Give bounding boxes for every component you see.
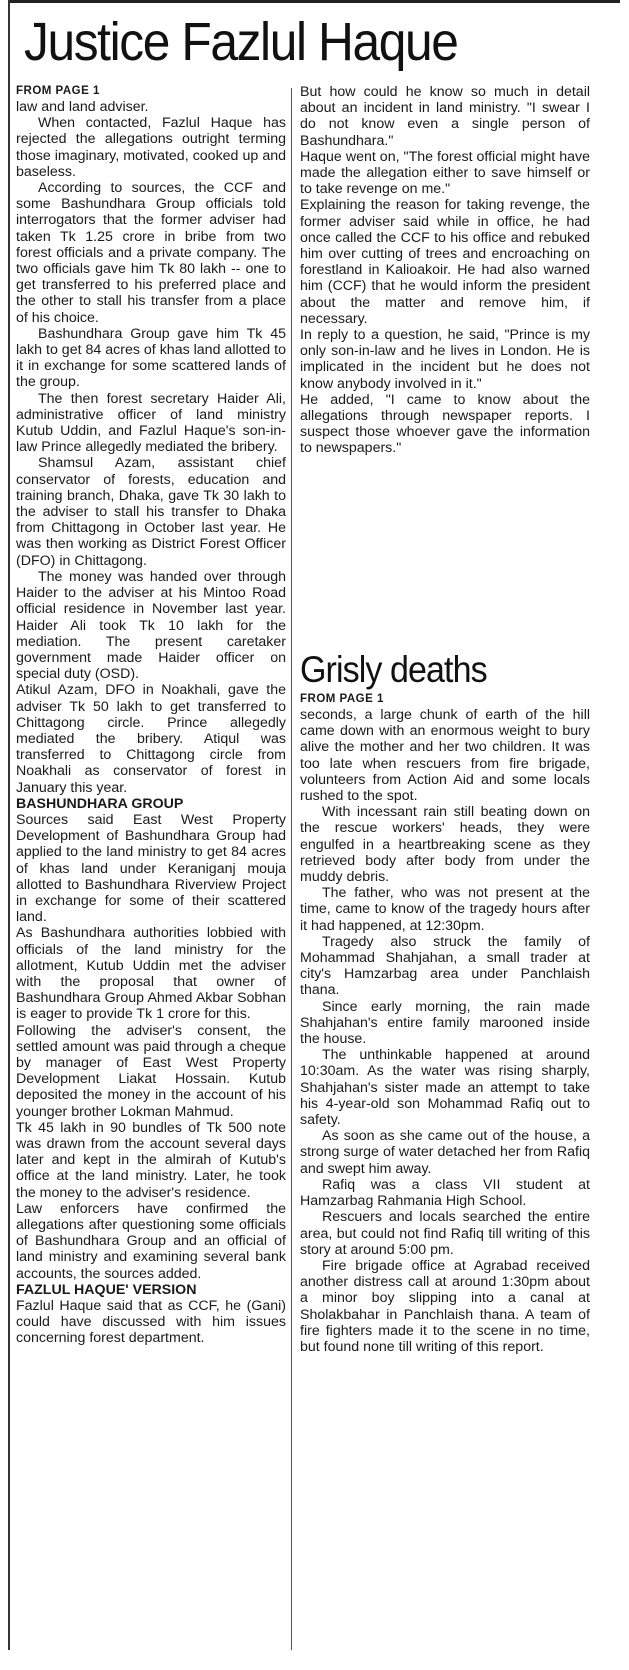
subhead: BASHUNDHARA GROUP (16, 795, 184, 812)
paragraph: But how could he know so much in detail about an incident in land ministry. "I swear I do not know even a single person of Bashundhara." (300, 84, 590, 149)
paragraph: Fire brigade office at Agrabad received another distress call at around 1:30pm about a minor boy slipping into a canal at Sholakbahar in Panchlaish thana. A team of fire fighters made it to the scene in no time, but found none till writing of this report. (300, 1257, 590, 1355)
paragraph: Bashundhara Group gave him Tk 45 lakh to get 84 acres of khas land allotted to it in exchange for some scattered lands of the group. (16, 325, 286, 391)
story1-column-right (300, 84, 590, 457)
paragraph: The unthinkable happened at around 10:30am. As the water was rising sharply, Shahjahan's sister made an attempt to take his 4-year-old son Mohammad Rafiq out to safety. (300, 1047, 590, 1129)
paragraph: seconds, a large chunk of earth of the hill came down with an enormous weight to bury alive the mother and her two children. It was too late when rescuers from fire brigade, volunteers from Action Aid and some locals rushed to the spot. (300, 707, 590, 805)
paragraph: Since early morning, the rain made Shahjahan's entire family marooned inside the house. (300, 998, 590, 1048)
paragraph: With incessant rain still beating down on the rescue workers' heads, they were engulfed in a heartbreaking scene as they retrieved body after body from under the muddy debris. (300, 804, 590, 886)
paragraph: Sources said East West Property Development of Bashundhara Group had applied to the land ministry to get 84 acres of khas land under Keraniganj mouja allotted to Bashundhara Riverview Project in exchange for some of their scattered land. (16, 811, 286, 926)
paragraph: When contacted, Fazlul Haque has rejected the allegations outright terming those imaginary, motivated, cooked up and baseless. (16, 115, 286, 180)
headline-grisly-deaths: Grisly deaths (300, 649, 487, 690)
paragraph: Shamsul Azam, assistant chief conservator of forests, education and training branch, Dhaka, gave Tk 30 lakh to the adviser to stall his transfer to Dhaka from Chittagong in October last year. He was then working as District Forest Officer (DFO) in Chittagong. (16, 455, 286, 569)
subhead: FAZLUL HAQUE' VERSION (16, 1281, 197, 1298)
paragraph: Law enforcers have confirmed the allegations after questioning some officials of Bashundhara Group and an official of land ministry and examining several bank accounts, the sources added. (16, 1200, 286, 1282)
paragraph: He added, "I came to know about the allegations through newspaper reports. I suspect those whoever gave the information to newspapers." (300, 391, 590, 457)
paragraph: Rafiq was a class VII student at Hamzarbag Rahmania High School. (300, 1176, 590, 1210)
paragraph: Rescuers and locals searched the entire area, but could not find Rafiq till writing of this story at around 5:00 pm. (300, 1209, 590, 1258)
story1-body (16, 99, 286, 1347)
story1-kicker: FROM PAGE 1 (16, 85, 100, 97)
column-divider (291, 88, 292, 1650)
left-rule (8, 0, 10, 1650)
top-rule (8, 0, 620, 3)
story2-body (300, 707, 590, 1355)
paragraph: The father, who was not present at the time, came to know of the tragedy hours after it had happened, at 12:30pm. (300, 885, 590, 934)
paragraph: Tk 45 lakh in 90 bundles of Tk 500 note was drawn from the account several days later and kept in the almirah of Kutub's office at the land ministry. Later, he took the money to the adviser's residence. (16, 1119, 286, 1201)
paragraph: law and land adviser. (16, 99, 149, 115)
paragraph: In reply to a question, he said, "Prince is my only son-in-law and he lives in London. He is implicated in the incident but he does not know anybody involved in it." (300, 327, 590, 392)
paragraph: As Bashundhara authorities lobbied with officials of the land ministry for the allotment, Kutub Uddin met the adviser with the proposal that owner of Bashundhara Group Ahmed Akbar Sobhan is eager to provide Tk 1 crore for this. (16, 925, 286, 1023)
paragraph: As soon as she came out of the house, a strong surge of water detached her from Rafiq and swept him away. (300, 1128, 590, 1177)
paragraph: Fazlul Haque said that as CCF, he (Gani) could have discussed with him issues concerning forest department. (16, 1298, 286, 1347)
story2-column (300, 692, 590, 1355)
paragraph: Atikul Azam, DFO in Noakhali, gave the adviser Tk 50 lakh to get transferred to Chittagong circle. Prince allegedly mediated the bribery. Atiqul was transferred to Chittagong circle from Noakhali as conservator of forest in January this year. (16, 682, 286, 796)
paragraph: The then forest secretary Haider Ali, administrative officer of land ministry Kutub Uddin, and Fazlul Haque's son-in-law Prince allegedly mediated the bribery. (16, 390, 286, 456)
paragraph: According to sources, the CCF and some Bashundhara Group officials told interrogators that the former adviser had taken Tk 1.25 crore in bribe from two forest officials and a private company. The two officials gave him Tk 80 lakh -- one to get transferred to his preferred place and the other to stall his transfer from a place of his choice. (16, 180, 286, 326)
paragraph: Following the adviser's consent, the settled amount was paid through a cheque by manager of East West Property Development Liakat Hossain. Kutub deposited the money in the account of his younger brother Lokman Mahmud. (16, 1022, 286, 1120)
story1-continued-body (300, 84, 590, 457)
paragraph: The money was handed over through Haider to the adviser at his Mintoo Road official residence in November last year. Haider Ali took Tk 10 lakh for the mediation. The present caretaker government made Haider officer on special duty (OSD). (16, 568, 286, 683)
paragraph: Explaining the reason for taking revenge, the former adviser said while in office, he had once called the CCF to his office and rebuked him over cutting of trees and encroaching on forestland in Kalioakoir. He had also warned him (CCF) that he would inform the president about the matter and remove him, if necessary. (300, 197, 590, 327)
story1-column-left (16, 84, 286, 1347)
paragraph: Tragedy also struck the family of Mohammad Shahjahan, a small trader at city's Hamzarbag area under Panchlaish thana. (300, 933, 590, 999)
story2-kicker: FROM PAGE 1 (300, 693, 384, 705)
paragraph: Haque went on, "The forest official might have made the allegation either to save himself or to take revenge on me." (300, 148, 590, 198)
headline-justice-fazlul-haque: Justice Fazlul Haque (24, 12, 458, 72)
